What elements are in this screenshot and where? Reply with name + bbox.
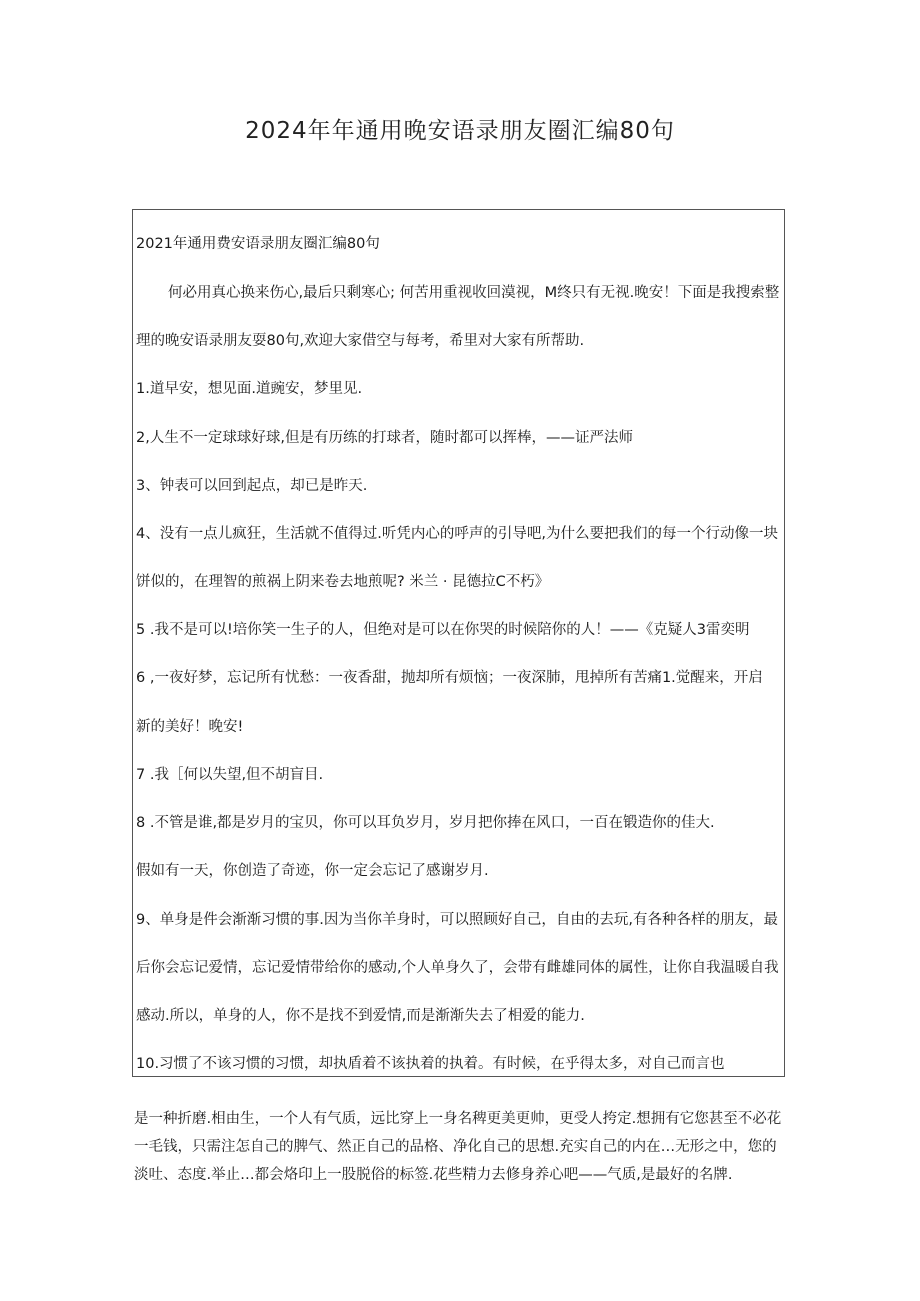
box-line: 8 .不管是谁,都是岁月的宝贝，你可以耳负岁月，岁月把你捧在风口，一百在锻造你的佳大. (136, 815, 715, 831)
box-line: 4、没有一点儿疯狂，生活就不值得过.听凭内心的呼声的引导吧,为什么要把我们的每一个行动像一块 (136, 526, 778, 542)
box-line: 饼似的，在理智的煎祸上阴来卷去地煎呢? 米兰 · 昆德拉C不朽》 (136, 574, 550, 590)
box-line: 5 .我不是可以!培你笑一生子的人，但绝对是可以在你哭的时候陪你的人！——《克疑人3雷奕明 (136, 622, 750, 638)
box-line: 3、钟表可以回到起点，却已是昨天. (136, 478, 368, 494)
content-frame (132, 209, 785, 1077)
box-line: 假如有一天，你创造了奇迹，你一定会忘记了感谢岁月. (136, 863, 489, 879)
box-line: 后你会忘记爱情，忘记爱情带给你的感动,个人单身久了，会带有雌雄同体的属性，让你自我温暖自我 (136, 960, 779, 976)
box-line: 何必用真心换来伤心,最后只剩寒心; 何苦用重视收回漠视，M终只有无视.晚安！下面是我搜索整 (168, 285, 780, 301)
tail-line: 是一种折磨.相由生，一个人有气质，远比穿上一身名稗更美更帅，更受人挎定.想拥有它您甚至不必花 (134, 1111, 782, 1127)
box-line: 2,人生不一定球球好球,但是有历练的打球者，随时都可以挥棒，——证严法师 (136, 430, 633, 446)
box-line: 6 ,一夜好梦，忘记所有忧愁：一夜香甜，抛却所有烦恼；一夜深肺，甩掉所有苦痛1.觉醒来，开启 (136, 670, 763, 686)
box-line: 新的美好！晚安! (136, 719, 244, 735)
box-line: 理的晚安语录朋友耍80句,欢迎大家借空与每考，希里对大家有所帮助. (136, 333, 585, 349)
box-line: 7 .我［何以失望,但不胡盲目. (136, 767, 324, 783)
box-line: 感动.所以，单身的人，你不是找不到爱情,而是渐渐失去了相爱的能力. (136, 1008, 585, 1024)
box-line: 10.习惯了不该习惯的习惯，却执盾着不该执着的执着。有时候，在乎得太多，对自己而言也 (136, 1056, 725, 1072)
box-line: 1.道早安，想见面.道豌安，梦里见. (136, 381, 363, 397)
box-line: 9、单身是件会渐渐习惯的事.因为当你羊身时，可以照顾好自己，自由的去玩,有各种各样的朋友，最 (136, 912, 778, 928)
box-line: 2021年通用费安语录朋友圈汇编80句 (136, 236, 380, 252)
tail-line: 淡吐、态度.举止…都会烙印上一股脱俗的标签.花些精力去修身养心吧——气质,是最好的名牌. (134, 1167, 733, 1183)
document-title: 2024年年通用晚安语录朋友圈汇编80句 (245, 118, 675, 144)
tail-line: 一毛钱，只需注怎自己的脾气、然正自己的品格、净化自己的思想.充实自己的内在…无形之中，您的 (134, 1139, 777, 1155)
